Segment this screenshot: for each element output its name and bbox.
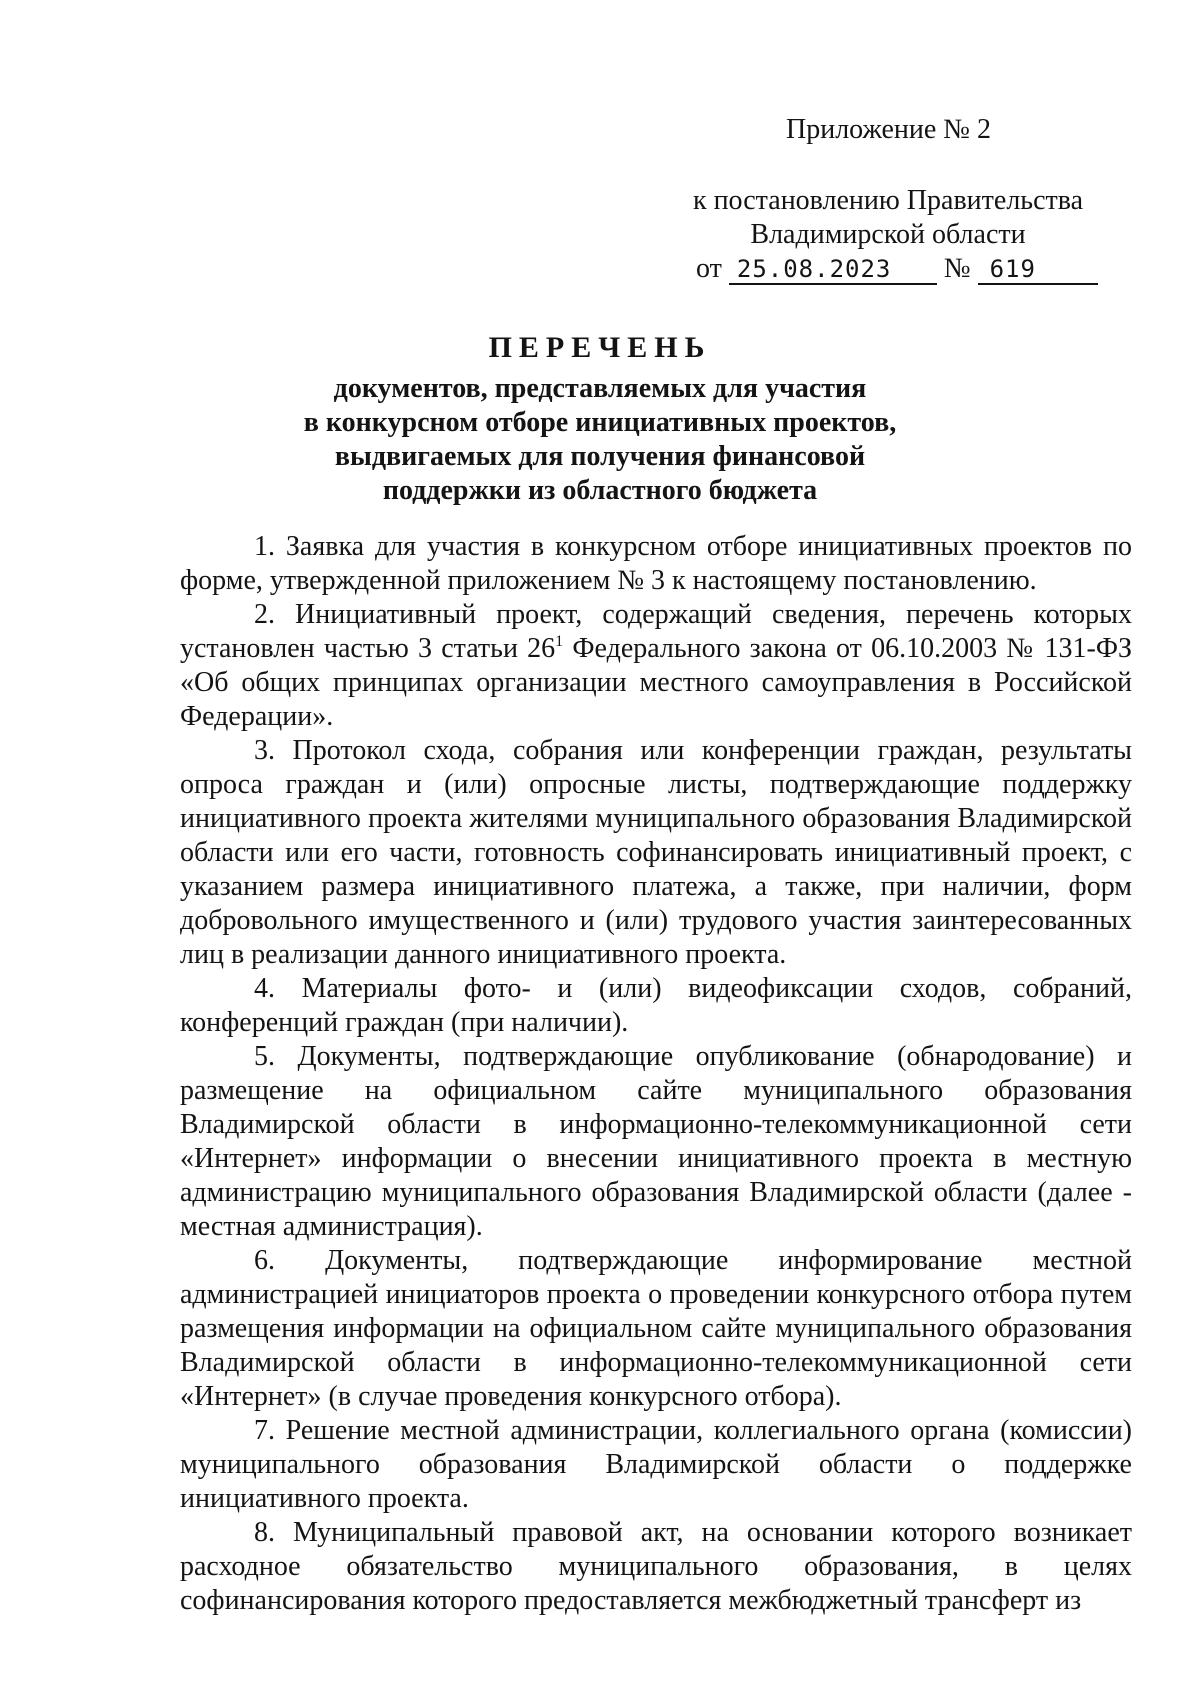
document-title: ПЕРЕЧЕНЬ bbox=[488, 331, 712, 364]
list-item-8: 8. Муниципальный правовой акт, на основании которого возникает расходное обязательство муниципального образования, в целях софинансирования которого предоставляется межбюджетный трансферт из bbox=[180, 1517, 1132, 1616]
resolution-line-2: Владимирской области bbox=[750, 219, 1026, 250]
article-superscript: 1 bbox=[555, 633, 564, 650]
subtitle-line-3: выдвигаемых для получения финансовой bbox=[334, 441, 866, 472]
list-item-2-text-after: Федерального закона от 06.10.2003 № 131-ФЗ «Об общих принципах организации местного самоуправления в Российской Федерации». bbox=[180, 633, 1133, 732]
subtitle-line-4: поддержки из областного бюджета bbox=[382, 475, 818, 506]
date-prefix: от bbox=[696, 253, 722, 284]
list-item-7: 7. Решение местной администрации, коллегиального органа (комиссии) муниципального образования Владимирской области о поддержке инициативного проекта. bbox=[180, 1415, 1132, 1514]
document-body bbox=[180, 530, 1132, 1618]
resolution-date: 25.08.2023 bbox=[729, 255, 937, 285]
list-item-1: 1. Заявка для участия в конкурсном отборе инициативных проектов по форме, утвержденной приложением № 3 к настоящему постановлению. bbox=[180, 531, 1132, 596]
subtitle-line-2: в конкурсном отборе инициативных проектов, bbox=[303, 407, 897, 438]
appendix-label: Приложение № 2 bbox=[786, 114, 991, 145]
resolution-line-1: к постановлению Правительства bbox=[692, 185, 1084, 216]
list-item-2 bbox=[180, 598, 1132, 734]
resolution-number: 619 bbox=[978, 255, 1098, 285]
list-item-6: 6. Документы, подтверждающие информирование местной администрацией инициаторов проекта о проведении конкурсного отбора путем размещения информации на официальном сайте муниципального образования Владимирской области в информационно-телекоммуникационной сети «Интернет» (в случае проведения конкурсного отбора). bbox=[180, 1245, 1132, 1412]
list-item-5: 5. Документы, подтверждающие опубликование (обнародование) и размещение на официальном сайте муниципального образования Владимирской области в информационно-телекоммуникационной сети «Интернет» информации о внесении инициативного проекта в местную администрацию муниципального образования Владимирской области (далее - местная администрация). bbox=[180, 1041, 1132, 1242]
resolution-reference bbox=[688, 184, 1088, 286]
list-item-2-text-before: 2. Инициативный проект, содержащий сведения, перечень которых установлен частью 3 статьи 26 bbox=[180, 599, 1132, 664]
subtitle-line-1: документов, представляемых для участия bbox=[333, 373, 867, 404]
document-subtitle bbox=[0, 372, 1200, 508]
number-sign: № bbox=[943, 253, 971, 284]
list-item-3: 3. Протокол схода, собрания или конференции граждан, результаты опроса граждан и (или) опросные листы, подтверждающие поддержку инициативного проекта жителями муниципального образования Владимирской области или его части, готовность софинансировать инициативный проект, с указанием размера инициативного платежа, а также, при наличии, форм добровольного имущественного и (или) трудового участия заинтересованных лиц в реализации данного инициативного проекта. bbox=[180, 735, 1132, 970]
resolution-date-line bbox=[688, 252, 1088, 286]
list-item-4: 4. Материалы фото- и (или) видеофиксации сходов, собраний, конференций граждан (при наличии). bbox=[180, 973, 1132, 1038]
